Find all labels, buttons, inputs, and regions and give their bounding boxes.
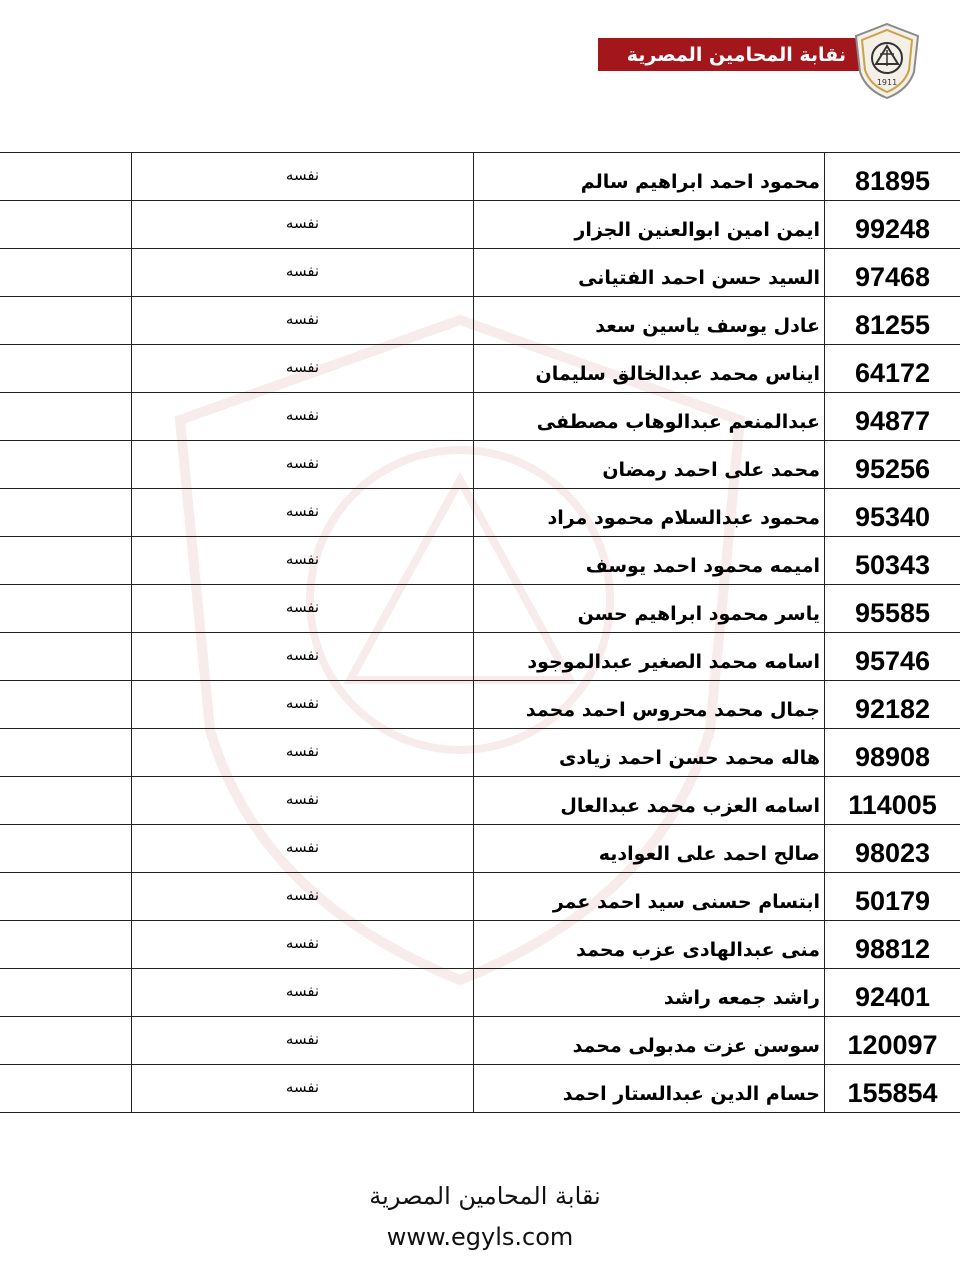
table-row [0, 393, 960, 441]
member-name-cell: منى عبدالهادى عزب محمد [473, 921, 824, 968]
member-name-cell: ابتسام حسنى سيد احمد عمر [473, 873, 824, 920]
empty-cell [0, 249, 131, 296]
table-row [0, 969, 960, 1017]
member-name-cell: السيد حسن احمد الفتيانى [473, 249, 824, 296]
footer-organization-name: نقابة المحامين المصرية [369, 1182, 601, 1210]
member-number-cell: 99248 [824, 201, 960, 248]
table-row [0, 1065, 960, 1113]
empty-cell [0, 921, 131, 968]
status-cell: نفسه [131, 921, 473, 968]
empty-cell [0, 585, 131, 632]
status-cell: نفسه [131, 153, 473, 200]
member-name-cell: اميمه محمود احمد يوسف [473, 537, 824, 584]
empty-cell [0, 777, 131, 824]
member-name-cell: عادل يوسف ياسين سعد [473, 297, 824, 344]
status-cell: نفسه [131, 441, 473, 488]
status-cell: نفسه [131, 537, 473, 584]
status-cell: نفسه [131, 969, 473, 1016]
empty-cell [0, 441, 131, 488]
bar-association-logo [852, 22, 922, 100]
table-row [0, 1017, 960, 1065]
table-row [0, 633, 960, 681]
member-name-cell: عبدالمنعم عبدالوهاب مصطفى [473, 393, 824, 440]
table-row [0, 297, 960, 345]
status-cell: نفسه [131, 729, 473, 776]
empty-cell [0, 825, 131, 872]
table-row [0, 489, 960, 537]
empty-cell [0, 1017, 131, 1064]
member-name-cell: محمد على احمد رمضان [473, 441, 824, 488]
status-cell: نفسه [131, 297, 473, 344]
table-row [0, 153, 960, 201]
status-cell: نفسه [131, 681, 473, 728]
member-number-cell: 50343 [824, 537, 960, 584]
empty-cell [0, 681, 131, 728]
members-table [0, 152, 960, 1113]
member-number-cell: 94877 [824, 393, 960, 440]
status-cell: نفسه [131, 393, 473, 440]
member-number-cell: 81895 [824, 153, 960, 200]
table-row [0, 921, 960, 969]
member-number-cell: 50179 [824, 873, 960, 920]
status-cell: نفسه [131, 489, 473, 536]
status-cell: نفسه [131, 1065, 473, 1112]
status-cell: نفسه [131, 585, 473, 632]
member-name-cell: ايناس محمد عبدالخالق سليمان [473, 345, 824, 392]
member-name-cell: محمود عبدالسلام محمود مراد [473, 489, 824, 536]
member-number-cell: 98908 [824, 729, 960, 776]
member-number-cell: 98023 [824, 825, 960, 872]
member-number-cell: 64172 [824, 345, 960, 392]
member-name-cell: جمال محمد محروس احمد محمد [473, 681, 824, 728]
empty-cell [0, 1065, 131, 1112]
header-banner [598, 38, 868, 71]
logo-year: 1911 [876, 78, 898, 87]
member-name-cell: ياسر محمود ابراهيم حسن [473, 585, 824, 632]
table-row [0, 345, 960, 393]
member-number-cell: 98812 [824, 921, 960, 968]
table-row [0, 681, 960, 729]
empty-cell [0, 873, 131, 920]
member-number-cell: 92182 [824, 681, 960, 728]
member-number-cell: 95256 [824, 441, 960, 488]
empty-cell [0, 297, 131, 344]
empty-cell [0, 969, 131, 1016]
table-row [0, 441, 960, 489]
table-row [0, 585, 960, 633]
table-row [0, 777, 960, 825]
member-name-cell: سوسن عزت مدبولى محمد [473, 1017, 824, 1064]
member-name-cell: اسامه محمد الصغير عبدالموجود [473, 633, 824, 680]
empty-cell [0, 201, 131, 248]
status-cell: نفسه [131, 201, 473, 248]
member-number-cell: 95340 [824, 489, 960, 536]
member-number-cell: 114005 [824, 777, 960, 824]
empty-cell [0, 489, 131, 536]
empty-cell [0, 633, 131, 680]
table-row [0, 249, 960, 297]
table-row [0, 537, 960, 585]
table-row [0, 873, 960, 921]
empty-cell [0, 537, 131, 584]
status-cell: نفسه [131, 1017, 473, 1064]
member-number-cell: 97468 [824, 249, 960, 296]
member-number-cell: 92401 [824, 969, 960, 1016]
member-name-cell: حسام الدين عبدالستار احمد [473, 1065, 824, 1112]
empty-cell [0, 153, 131, 200]
member-number-cell: 120097 [824, 1017, 960, 1064]
table-row [0, 729, 960, 777]
empty-cell [0, 393, 131, 440]
empty-cell [0, 729, 131, 776]
empty-cell [0, 345, 131, 392]
table-row [0, 201, 960, 249]
status-cell: نفسه [131, 777, 473, 824]
status-cell: نفسه [131, 825, 473, 872]
member-name-cell: هاله محمد حسن احمد زيادى [473, 729, 824, 776]
status-cell: نفسه [131, 633, 473, 680]
member-name-cell: صالح احمد على العواديه [473, 825, 824, 872]
header-title: نقابة المحامين المصرية [626, 43, 846, 66]
member-name-cell: اسامه العزب محمد عبدالعال [473, 777, 824, 824]
member-number-cell: 95746 [824, 633, 960, 680]
status-cell: نفسه [131, 249, 473, 296]
status-cell: نفسه [131, 873, 473, 920]
member-name-cell: ايمن امين ابوالعنين الجزار [473, 201, 824, 248]
member-name-cell: راشد جمعه راشد [473, 969, 824, 1016]
member-number-cell: 81255 [824, 297, 960, 344]
member-number-cell: 95585 [824, 585, 960, 632]
table-row [0, 825, 960, 873]
member-name-cell: محمود احمد ابراهيم سالم [473, 153, 824, 200]
status-cell: نفسه [131, 345, 473, 392]
footer-website-url[interactable]: www.egyls.com [386, 1223, 574, 1251]
member-number-cell: 155854 [824, 1065, 960, 1112]
